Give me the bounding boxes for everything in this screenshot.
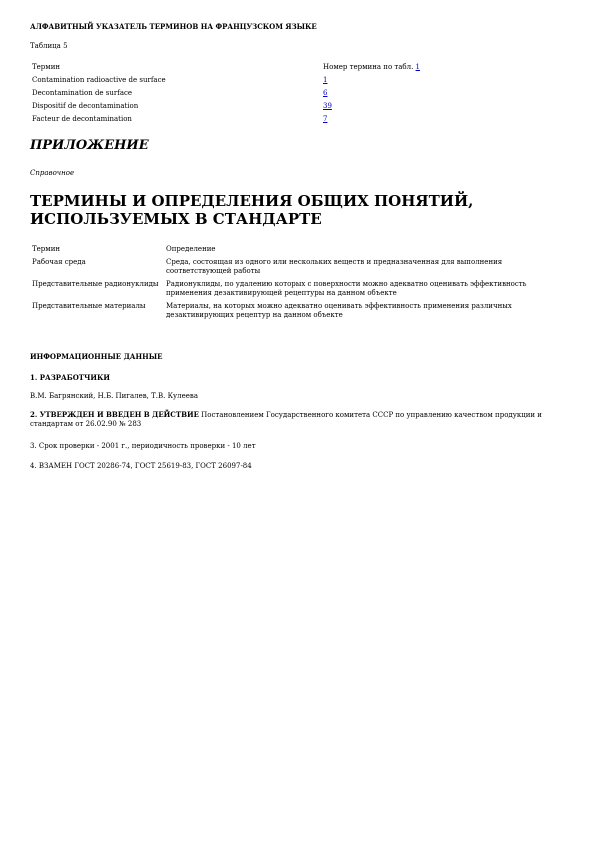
table5-row-term: Dispositif de decontamination (32, 102, 139, 110)
table5-row-link[interactable]: 1 (323, 76, 328, 84)
table5-header-number-text: Номер термина по табл. (323, 63, 416, 71)
table5-header-number (323, 63, 420, 72)
info-item-2-title: 2. УТВЕРЖДЕН И ВВЕДЕН В ДЕЙСТВИЕ (30, 410, 199, 419)
definition-term: Рабочая среда (32, 258, 86, 266)
table5-row-link[interactable]: 39 (323, 102, 332, 110)
definition-text: Материалы, на которых можно адекватно оценивать эффективность применения различных дезактивирующих рецептур на данном объекте (166, 302, 512, 319)
appendix-title: ПРИЛОЖЕНИЕ (30, 138, 149, 153)
table5-header-term: Термин (32, 63, 61, 71)
table5-label: Таблица 5 (30, 42, 68, 50)
info-item-4: 4. ВЗАМЕН ГОСТ 20286-74, ГОСТ 25619-83, ГОСТ 26097-84 (30, 462, 252, 470)
table5-row-link[interactable]: 7 (323, 115, 328, 123)
table5-row-term: Contamination radioactive de surface (32, 76, 166, 84)
table5-row-link[interactable]: 6 (323, 89, 328, 97)
definition-text: Среда, состоящая из одного или нескольких веществ и предназначенная для выполнения соответствующей работы (166, 258, 503, 275)
info-item-3: 3. Срок проверки - 2001 г., периодичность проверки - 10 лет (30, 442, 256, 450)
definitions-header-def: Определение (166, 245, 216, 253)
definition-term: Представительные материалы (32, 302, 146, 310)
info-item-1-title: 1. РАЗРАБОТЧИКИ (30, 373, 110, 382)
appendix-heading: ТЕРМИНЫ И ОПРЕДЕЛЕНИЯ ОБЩИХ ПОНЯТИЙ, ИСПОЛЬЗУЕМЫХ В СТАНДАРТЕ (30, 192, 474, 228)
info-item-2-text: Постановлением Государственного комитета СССР по управлению качеством продукции и стандартам от 26.02.90 № 283 (30, 411, 542, 428)
definition-text: Радионуклиды, по удалению которых с поверхности можно адекватно оценивать эффективность применения дезактивирующей рецептуры на данном объекте (166, 280, 527, 297)
info-item-2 (30, 410, 550, 429)
table5-header-link[interactable]: 1 (415, 63, 421, 71)
table5-row-term: Facteur de decontamination (32, 115, 132, 123)
info-heading: ИНФОРМАЦИОННЫЕ ДАННЫЕ (30, 352, 163, 361)
index-heading: АЛФАВИТНЫЙ УКАЗАТЕЛЬ ТЕРМИНОВ НА ФРАНЦУЗСКОМ ЯЗЫКЕ (30, 22, 317, 31)
definition-term: Представительные радионуклиды (32, 280, 159, 288)
appendix-note: Справочное (30, 169, 75, 177)
info-item-1-text: В.М. Багрянский, Н.Б. Пигалев, Т.В. Кулеева (30, 392, 198, 400)
table5-row-term: Decontamination de surface (32, 89, 133, 97)
definitions-header-term: Термин (32, 245, 61, 253)
